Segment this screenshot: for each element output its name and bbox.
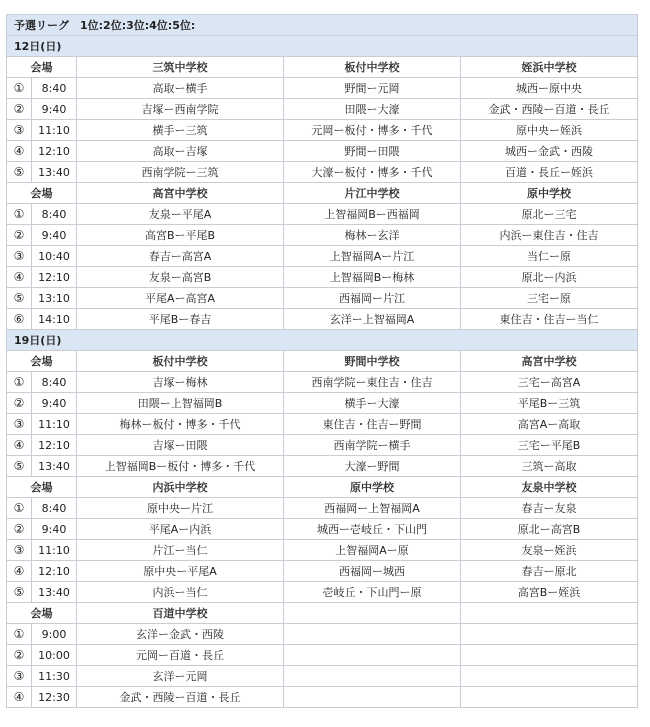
- match-cell: 原北ー三宅: [461, 204, 638, 225]
- round-number: ④: [7, 561, 32, 582]
- match-row: [7, 687, 638, 708]
- match-cell: 東住吉・住吉ー野間: [284, 414, 461, 435]
- venue-label: 会場: [7, 603, 77, 624]
- match-row: [7, 246, 638, 267]
- match-cell: 高宮Bー平尾B: [77, 225, 284, 246]
- round-number: ⑥: [7, 309, 32, 330]
- venue-label: 会場: [7, 477, 77, 498]
- empty-cell: [461, 687, 638, 708]
- match-cell: 高取ー横手: [77, 78, 284, 99]
- match-row: [7, 561, 638, 582]
- round-number: ④: [7, 435, 32, 456]
- match-time: 13:40: [32, 582, 77, 603]
- venue-name: 三筑中学校: [77, 57, 284, 78]
- match-cell: 平尾Bー春吉: [77, 309, 284, 330]
- match-cell: 元岡ー百道・長丘: [77, 645, 284, 666]
- match-cell: 春吉ー高宮A: [77, 246, 284, 267]
- schedule-container: [6, 14, 637, 708]
- round-number: ①: [7, 78, 32, 99]
- match-cell: 吉塚ー梅林: [77, 372, 284, 393]
- date-label: 19日(日): [7, 330, 638, 351]
- round-number: ③: [7, 540, 32, 561]
- match-cell: 三筑ー高取: [461, 456, 638, 477]
- venue-header-row: [7, 603, 638, 624]
- match-cell: 春吉ー原北: [461, 561, 638, 582]
- match-time: 10:00: [32, 645, 77, 666]
- match-cell: 内浜ー東住吉・住吉: [461, 225, 638, 246]
- match-time: 9:00: [32, 624, 77, 645]
- match-cell: 西福岡ー城西: [284, 561, 461, 582]
- round-number: ①: [7, 624, 32, 645]
- round-number: ②: [7, 519, 32, 540]
- venue-name: 内浜中学校: [77, 477, 284, 498]
- match-row: [7, 78, 638, 99]
- round-number: ④: [7, 267, 32, 288]
- match-row: [7, 288, 638, 309]
- match-cell: 城西ー原中央: [461, 78, 638, 99]
- venue-label: 会場: [7, 351, 77, 372]
- date-row: [7, 330, 638, 351]
- venue-name: 片江中学校: [284, 183, 461, 204]
- match-time: 12:10: [32, 435, 77, 456]
- round-number: ④: [7, 141, 32, 162]
- schedule-table: [6, 14, 638, 708]
- venue-header-row: [7, 351, 638, 372]
- match-cell: 野間ー元岡: [284, 78, 461, 99]
- match-time: 13:10: [32, 288, 77, 309]
- empty-cell: [284, 645, 461, 666]
- match-cell: 三宅ー平尾B: [461, 435, 638, 456]
- match-cell: 横手ー大濠: [284, 393, 461, 414]
- match-cell: 平尾Bー三筑: [461, 393, 638, 414]
- venue-label: 会場: [7, 183, 77, 204]
- round-number: ①: [7, 204, 32, 225]
- match-time: 9:40: [32, 393, 77, 414]
- match-cell: 原中央ー姪浜: [461, 120, 638, 141]
- title-row: [7, 15, 638, 36]
- match-cell: 高宮Aー高取: [461, 414, 638, 435]
- match-cell: 元岡ー板付・博多・千代: [284, 120, 461, 141]
- empty-cell: [284, 666, 461, 687]
- venue-name: 高宮中学校: [461, 351, 638, 372]
- match-cell: 城西ー金武・西陵: [461, 141, 638, 162]
- match-cell: 東住吉・住吉ー当仁: [461, 309, 638, 330]
- venue-name: [284, 603, 461, 624]
- round-number: ⑤: [7, 582, 32, 603]
- match-row: [7, 99, 638, 120]
- match-cell: 春吉ー友泉: [461, 498, 638, 519]
- match-time: 11:30: [32, 666, 77, 687]
- match-time: 14:10: [32, 309, 77, 330]
- match-time: 13:40: [32, 456, 77, 477]
- match-row: [7, 666, 638, 687]
- match-cell: 城西ー壱岐丘・下山門: [284, 519, 461, 540]
- venue-header-row: [7, 183, 638, 204]
- round-number: ③: [7, 120, 32, 141]
- match-time: 12:10: [32, 561, 77, 582]
- empty-cell: [284, 687, 461, 708]
- match-cell: 三宅ー高宮A: [461, 372, 638, 393]
- match-row: [7, 582, 638, 603]
- match-cell: 横手ー三筑: [77, 120, 284, 141]
- match-row: [7, 456, 638, 477]
- match-time: 9:40: [32, 225, 77, 246]
- venue-name: 百道中学校: [77, 603, 284, 624]
- match-time: 9:40: [32, 519, 77, 540]
- empty-cell: [461, 645, 638, 666]
- round-number: ③: [7, 246, 32, 267]
- match-time: 8:40: [32, 204, 77, 225]
- venue-name: 原中学校: [284, 477, 461, 498]
- match-time: 11:10: [32, 540, 77, 561]
- match-cell: 原北ー内浜: [461, 267, 638, 288]
- match-time: 8:40: [32, 498, 77, 519]
- match-row: [7, 645, 638, 666]
- match-cell: 百道・長丘ー姪浜: [461, 162, 638, 183]
- match-cell: 西南学院ー三筑: [77, 162, 284, 183]
- match-cell: 三宅ー原: [461, 288, 638, 309]
- match-cell: 原中央ー平尾A: [77, 561, 284, 582]
- match-cell: 平尾Aー高宮A: [77, 288, 284, 309]
- match-cell: 野間ー田隈: [284, 141, 461, 162]
- match-row: [7, 435, 638, 456]
- venue-label: 会場: [7, 57, 77, 78]
- match-cell: 大濠ー野間: [284, 456, 461, 477]
- match-time: 11:10: [32, 414, 77, 435]
- venue-name: 野間中学校: [284, 351, 461, 372]
- match-row: [7, 414, 638, 435]
- match-cell: 西福岡ー上智福岡A: [284, 498, 461, 519]
- match-cell: 大濠ー板付・博多・千代: [284, 162, 461, 183]
- match-cell: 友泉ー姪浜: [461, 540, 638, 561]
- round-number: ①: [7, 372, 32, 393]
- match-cell: 高取ー吉塚: [77, 141, 284, 162]
- match-time: 8:40: [32, 372, 77, 393]
- match-cell: 吉塚ー西南学院: [77, 99, 284, 120]
- empty-cell: [461, 666, 638, 687]
- venue-name: 板付中学校: [77, 351, 284, 372]
- venue-name: 板付中学校: [284, 57, 461, 78]
- round-number: ③: [7, 414, 32, 435]
- match-cell: 平尾Aー内浜: [77, 519, 284, 540]
- match-cell: 上智福岡Bー梅林: [284, 267, 461, 288]
- round-number: ③: [7, 666, 32, 687]
- match-row: [7, 624, 638, 645]
- round-number: ⑤: [7, 456, 32, 477]
- match-row: [7, 372, 638, 393]
- date-row: [7, 36, 638, 57]
- match-cell: 片江ー当仁: [77, 540, 284, 561]
- match-cell: 原北ー高宮B: [461, 519, 638, 540]
- match-cell: 梅林ー玄洋: [284, 225, 461, 246]
- match-time: 8:40: [32, 78, 77, 99]
- match-cell: 玄洋ー上智福岡A: [284, 309, 461, 330]
- round-number: ②: [7, 645, 32, 666]
- match-cell: 西南学院ー東住吉・住吉: [284, 372, 461, 393]
- match-cell: 当仁ー原: [461, 246, 638, 267]
- match-row: [7, 141, 638, 162]
- round-number: ②: [7, 225, 32, 246]
- match-cell: 西南学院ー横手: [284, 435, 461, 456]
- match-row: [7, 519, 638, 540]
- match-time: 9:40: [32, 99, 77, 120]
- match-row: [7, 309, 638, 330]
- round-number: ④: [7, 687, 32, 708]
- match-cell: 田隈ー上智福岡B: [77, 393, 284, 414]
- match-row: [7, 120, 638, 141]
- match-row: [7, 162, 638, 183]
- match-cell: 金武・西陵ー百道・長丘: [461, 99, 638, 120]
- match-cell: 原中央ー片江: [77, 498, 284, 519]
- round-number: ⑤: [7, 288, 32, 309]
- match-cell: 田隈ー大濠: [284, 99, 461, 120]
- match-row: [7, 393, 638, 414]
- match-row: [7, 267, 638, 288]
- venue-header-row: [7, 57, 638, 78]
- venue-name: 姪浜中学校: [461, 57, 638, 78]
- match-cell: 高宮Bー姪浜: [461, 582, 638, 603]
- venue-name: 原中学校: [461, 183, 638, 204]
- match-cell: 友泉ー高宮B: [77, 267, 284, 288]
- match-time: 10:40: [32, 246, 77, 267]
- venue-header-row: [7, 477, 638, 498]
- match-time: 12:10: [32, 141, 77, 162]
- match-cell: 玄洋ー金武・西陵: [77, 624, 284, 645]
- venue-name: 友泉中学校: [461, 477, 638, 498]
- match-cell: 友泉ー平尾A: [77, 204, 284, 225]
- venue-name: [461, 603, 638, 624]
- round-number: ⑤: [7, 162, 32, 183]
- round-number: ②: [7, 99, 32, 120]
- match-cell: 上智福岡Aー原: [284, 540, 461, 561]
- match-cell: 西福岡ー片江: [284, 288, 461, 309]
- match-cell: 上智福岡Aー片江: [284, 246, 461, 267]
- round-number: ①: [7, 498, 32, 519]
- match-cell: 玄洋ー元岡: [77, 666, 284, 687]
- match-cell: 吉塚ー田隈: [77, 435, 284, 456]
- match-cell: 上智福岡Bー西福岡: [284, 204, 461, 225]
- schedule-body: [7, 15, 638, 708]
- match-time: 12:10: [32, 267, 77, 288]
- venue-name: 高宮中学校: [77, 183, 284, 204]
- match-cell: 金武・西陵ー百道・長丘: [77, 687, 284, 708]
- date-label: 12日(日): [7, 36, 638, 57]
- match-row: [7, 498, 638, 519]
- match-cell: 上智福岡Bー板付・博多・千代: [77, 456, 284, 477]
- page-title: 予選リーグ 1位:2位:3位:4位:5位:: [7, 15, 638, 36]
- match-cell: 壱岐丘・下山門ー原: [284, 582, 461, 603]
- match-time: 12:30: [32, 687, 77, 708]
- match-cell: 梅林ー板付・博多・千代: [77, 414, 284, 435]
- match-time: 13:40: [32, 162, 77, 183]
- match-time: 11:10: [32, 120, 77, 141]
- match-row: [7, 225, 638, 246]
- round-number: ②: [7, 393, 32, 414]
- match-cell: 内浜ー当仁: [77, 582, 284, 603]
- match-row: [7, 204, 638, 225]
- match-row: [7, 540, 638, 561]
- empty-cell: [284, 624, 461, 645]
- empty-cell: [461, 624, 638, 645]
